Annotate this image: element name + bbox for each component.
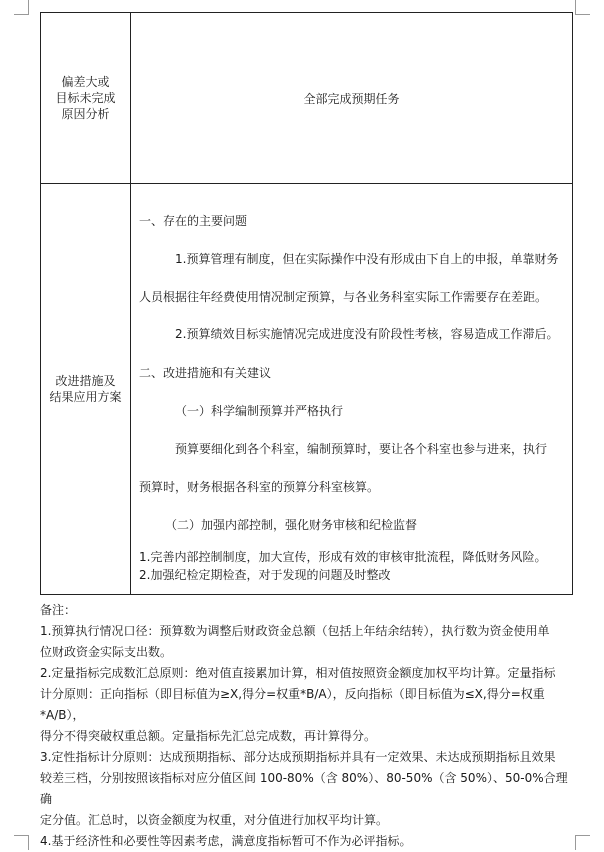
label-line: 原因分析 — [61, 107, 110, 121]
label-line: 改进措施及 — [55, 374, 116, 388]
label-line: 结果应用方案 — [49, 390, 122, 404]
paragraph-line: 2.预算绩效目标实施情况完成进度没有阶段性考核，容易造成工作滞后。 — [175, 327, 559, 341]
row-label-deviation — [41, 13, 131, 184]
paragraph-line: 人员根据往年经费使用情况制定预算，与各业务科室实际工作需要存在差距。 — [139, 290, 548, 304]
list-item: 2.加强纪检定期检查，对于发现的问题及时整改 — [139, 568, 391, 582]
note-line: 定分值。汇总时，以资金额度为权重，对分值进行加权平均计算。 — [40, 813, 389, 827]
section-heading-measures: 二、改进措施和有关建议 — [139, 366, 272, 380]
subsection-heading: （二）加强内部控制，强化财务审核和纪检监督 — [165, 518, 418, 532]
row-content-deviation — [131, 13, 573, 184]
crop-mark-bottom-right — [575, 835, 590, 850]
paragraph-line: 1.预算管理有制度，但在实际操作中没有形成由下自上的申报，单靠财务 — [175, 252, 559, 266]
paragraph-line: 预算时，财务根据各科室的预算分科室核算。 — [139, 480, 380, 494]
table-row-improvement — [41, 184, 573, 595]
crop-mark-bottom-left — [14, 835, 29, 850]
label-line: 偏差大或 — [61, 75, 110, 89]
paragraph-line: 预算要细化到各个科室，编制预算时，要让各个科室也参与进来，执行 — [175, 442, 548, 456]
list-item: 1.完善内部控制制度，加大宣传，形成有效的审核审批流程，降低财务风险。 — [139, 550, 547, 564]
note-line: 2.定量指标完成数汇总原则：绝对值直接累加计算，相对值按照资金额度加权平均计算。定量指标 — [40, 666, 556, 680]
section-heading-problems: 一、存在的主要问题 — [139, 214, 248, 228]
crop-mark-top-left — [14, 0, 29, 15]
row-content-improvement — [131, 184, 573, 595]
notes-title: 备注： — [40, 603, 77, 617]
crop-mark-top-right — [575, 0, 590, 15]
note-line: 计分原则：正向指标（即目标值为≥X,得分=权重*B/A），反向指标（即目标值为≤X,得分=权重*A/B）， — [40, 687, 545, 722]
evaluation-table — [40, 12, 573, 595]
note-line: 位财政资金实际支出数。 — [40, 645, 173, 659]
note-line: 3.定性指标计分原则：达成预期指标、部分达成预期指标并具有一定效果、未达成预期指标且效果 — [40, 750, 556, 764]
label-line: 目标未完成 — [55, 91, 116, 105]
note-line: 4.基于经济性和必要性等因素考虑，满意度指标暂可不作为必评指标。 — [40, 834, 412, 848]
subsection-heading: （一）科学编制预算并严格执行 — [175, 404, 344, 418]
note-line: 得分不得突破权重总额。定量指标先汇总完成数，再计算得分。 — [40, 729, 377, 743]
table-row-deviation — [41, 13, 573, 184]
note-line: 1.预算执行情况口径：预算数为调整后财政资金总额（包括上年结余结转），执行数为资金使用单 — [40, 624, 550, 638]
notes-section — [40, 600, 575, 852]
row-label-improvement — [41, 184, 131, 595]
note-line: 较差三档，分别按照该指标对应分值区间 100-80%（含 80%）、80-50%（含 50%）、50-0%合理确 — [40, 771, 568, 806]
deviation-text: 全部完成预期任务 — [303, 91, 400, 106]
